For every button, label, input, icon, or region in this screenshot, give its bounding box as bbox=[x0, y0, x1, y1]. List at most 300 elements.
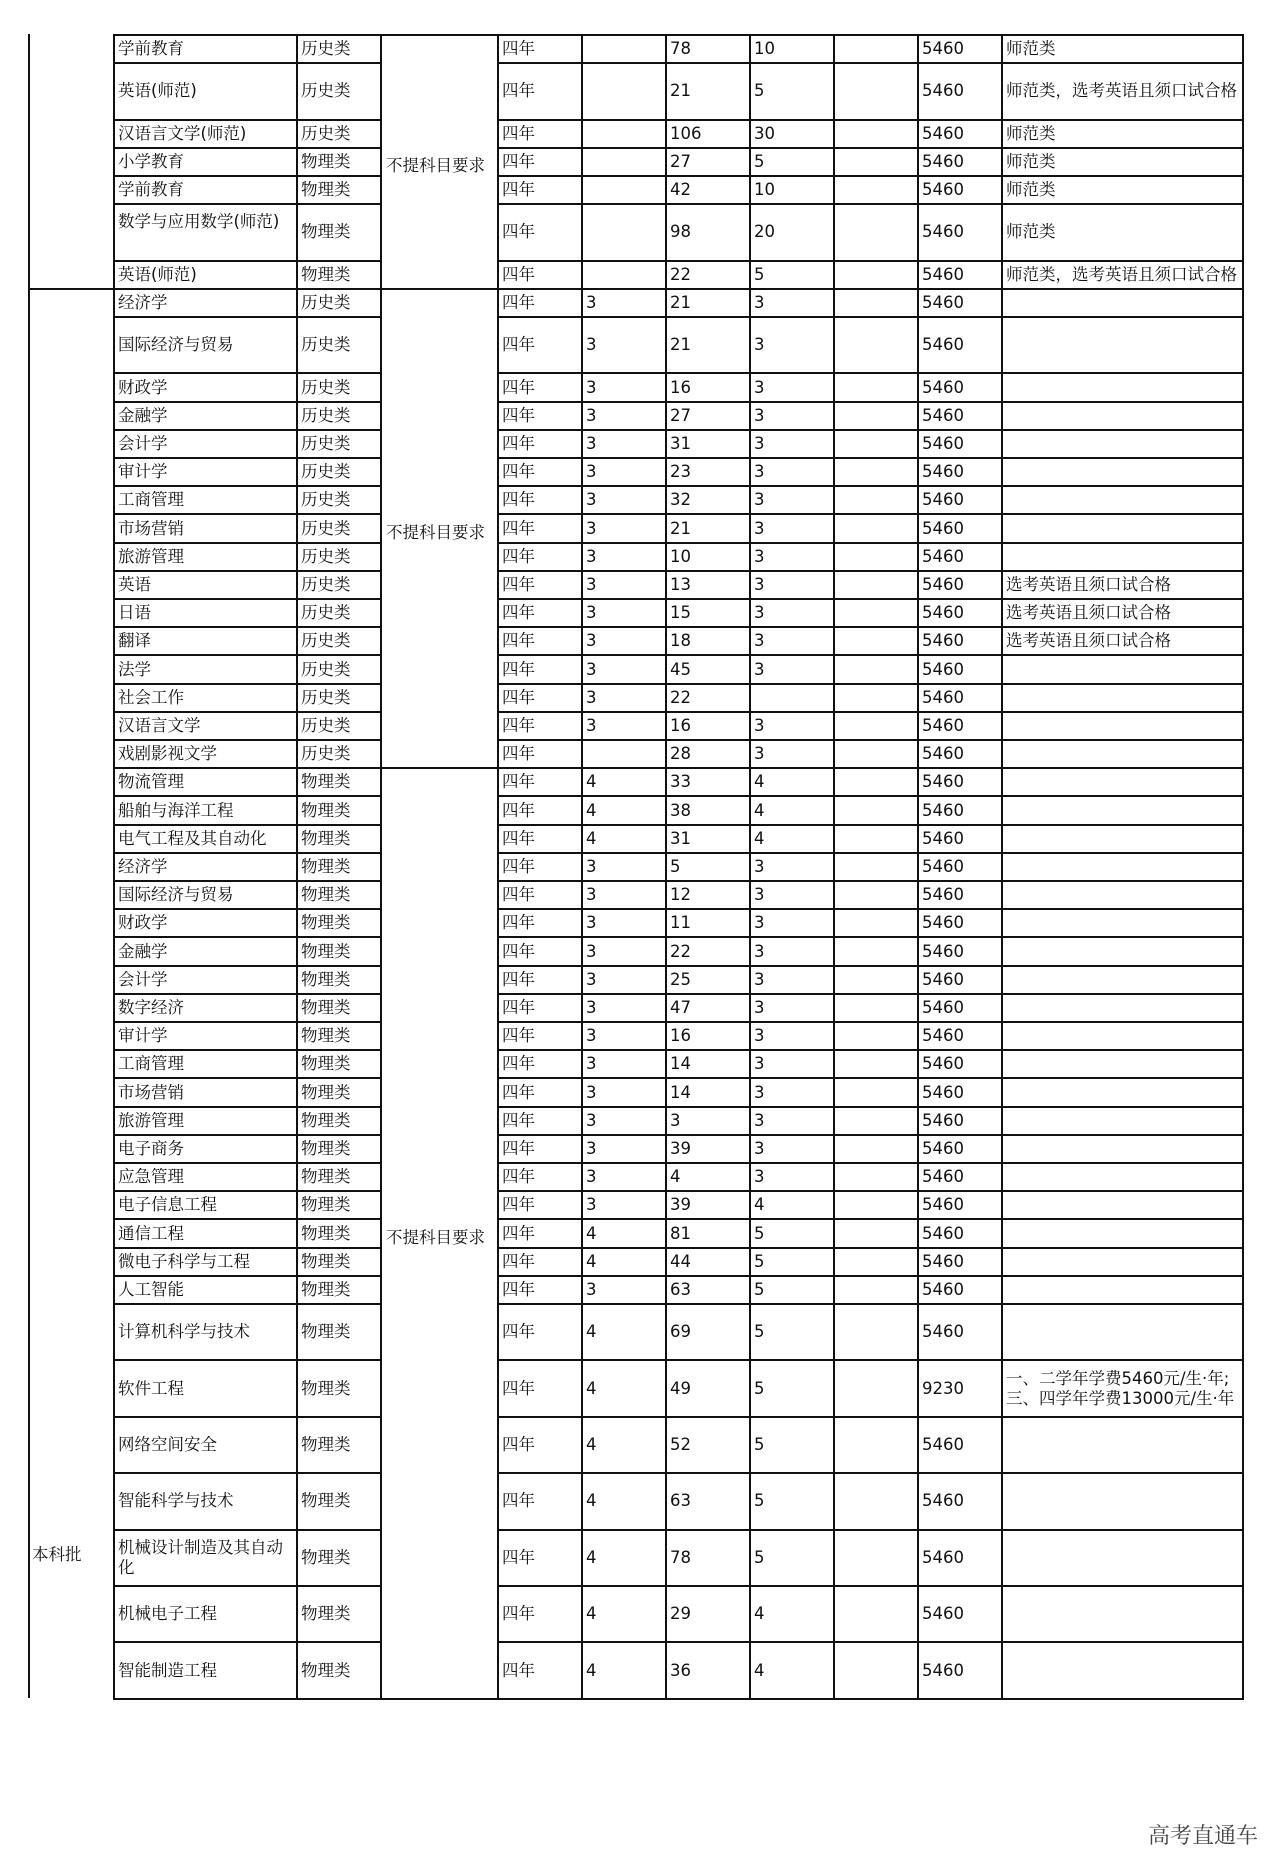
cell-b: 3 bbox=[754, 433, 765, 453]
cell-category: 物理类 bbox=[301, 1167, 351, 1187]
cell-duration: 四年 bbox=[502, 518, 535, 538]
cell-plan: 21 bbox=[670, 81, 691, 101]
cell-b: 3 bbox=[754, 885, 765, 905]
cell-b: 5 bbox=[754, 1279, 765, 1299]
cell-a: 4 bbox=[586, 1223, 597, 1243]
cell-a: 4 bbox=[586, 1604, 597, 1624]
cell-major: 市场营销 bbox=[118, 518, 184, 538]
cell-fee: 5460 bbox=[922, 856, 964, 876]
cell-plan: 3 bbox=[670, 1110, 681, 1130]
cell-duration: 四年 bbox=[502, 744, 535, 764]
cell-a: 3 bbox=[586, 335, 597, 355]
cell-duration: 四年 bbox=[502, 39, 535, 59]
row-divider bbox=[113, 1162, 1244, 1164]
cell-duration: 四年 bbox=[502, 405, 535, 425]
cell-major: 学前教育 bbox=[118, 39, 184, 59]
cell-fee: 5460 bbox=[922, 1054, 964, 1074]
cell-plan: 38 bbox=[670, 800, 691, 820]
cell-major: 机械设计制造及其自动化 bbox=[118, 1537, 283, 1577]
cell-b: 3 bbox=[754, 292, 765, 312]
cell-fee: 5460 bbox=[922, 518, 964, 538]
cell-major: 社会工作 bbox=[118, 687, 184, 707]
row-divider bbox=[113, 1218, 1244, 1220]
subject-requirement: 不提科目要求 bbox=[386, 522, 485, 542]
row-divider bbox=[113, 119, 1244, 121]
cell-fee: 5460 bbox=[922, 546, 964, 566]
cell-plan: 52 bbox=[670, 1435, 691, 1454]
cell-fee: 5460 bbox=[922, 1026, 964, 1046]
cell-duration: 四年 bbox=[502, 1138, 535, 1158]
cell-category: 物理类 bbox=[301, 997, 351, 1017]
row-divider bbox=[113, 485, 1244, 487]
cell-b: 3 bbox=[754, 659, 765, 679]
cell-a: 4 bbox=[586, 1251, 597, 1271]
cell-plan: 10 bbox=[670, 546, 691, 566]
cell-a: 4 bbox=[586, 828, 597, 848]
cell-plan: 45 bbox=[670, 659, 691, 679]
cell-b: 10 bbox=[754, 39, 775, 59]
cell-duration: 四年 bbox=[502, 1491, 535, 1511]
cell-major: 金融学 bbox=[118, 941, 168, 961]
cell-b: 3 bbox=[754, 997, 765, 1017]
cell-fee: 5460 bbox=[922, 433, 964, 453]
cell-category: 物理类 bbox=[301, 1223, 351, 1243]
cell-category: 物理类 bbox=[301, 800, 351, 820]
row-divider bbox=[113, 598, 1244, 600]
cell-category: 历史类 bbox=[301, 462, 351, 482]
cell-plan: 14 bbox=[670, 1054, 691, 1074]
cell-b: 4 bbox=[754, 1660, 765, 1680]
enrollment-table bbox=[28, 34, 1244, 1754]
cell-note: 师范类 bbox=[1006, 39, 1056, 59]
cell-plan: 32 bbox=[670, 490, 691, 510]
row-divider bbox=[113, 1190, 1244, 1192]
cell-b: 5 bbox=[754, 1491, 765, 1511]
cell-major: 小学教育 bbox=[118, 151, 184, 171]
subject-requirement: 不提科目要求 bbox=[386, 155, 485, 175]
cell-duration: 四年 bbox=[502, 1026, 535, 1046]
cell-a: 4 bbox=[586, 1435, 597, 1454]
cell-major: 汉语言文学 bbox=[118, 715, 201, 735]
cell-category: 物理类 bbox=[301, 913, 351, 933]
cell-category: 历史类 bbox=[301, 405, 351, 425]
cell-category: 物理类 bbox=[301, 1054, 351, 1074]
cell-a: 3 bbox=[586, 1195, 597, 1215]
cell-duration: 四年 bbox=[502, 800, 535, 820]
row-divider bbox=[113, 1134, 1244, 1136]
row-divider bbox=[113, 965, 1244, 967]
cell-duration: 四年 bbox=[502, 123, 535, 143]
cell-fee: 5460 bbox=[922, 913, 964, 933]
cell-duration: 四年 bbox=[502, 1435, 535, 1454]
cell-b: 3 bbox=[754, 335, 765, 355]
cell-plan: 42 bbox=[670, 180, 691, 200]
row-divider bbox=[113, 429, 1244, 431]
cell-major: 法学 bbox=[118, 659, 151, 679]
cell-duration: 四年 bbox=[502, 1195, 535, 1215]
cell-b: 5 bbox=[754, 81, 765, 101]
row-divider bbox=[28, 288, 1244, 290]
cell-major: 审计学 bbox=[118, 1026, 168, 1046]
cell-a: 3 bbox=[586, 1082, 597, 1102]
cell-major: 网络空间安全 bbox=[118, 1435, 217, 1454]
cell-duration: 四年 bbox=[502, 828, 535, 848]
cell-plan: 21 bbox=[670, 292, 691, 312]
cell-fee: 5460 bbox=[922, 828, 964, 848]
cell-a: 3 bbox=[586, 405, 597, 425]
cell-category: 历史类 bbox=[301, 490, 351, 510]
cell-fee: 5460 bbox=[922, 123, 964, 143]
cell-duration: 四年 bbox=[502, 1547, 535, 1567]
cell-b: 3 bbox=[754, 941, 765, 961]
cell-category: 历史类 bbox=[301, 631, 351, 651]
row-divider bbox=[113, 767, 1244, 769]
cell-duration: 四年 bbox=[502, 772, 535, 792]
cell-fee: 5460 bbox=[922, 490, 964, 510]
cell-b: 3 bbox=[754, 715, 765, 735]
cell-major: 英语(师范) bbox=[118, 264, 197, 284]
cell-b: 3 bbox=[754, 1054, 765, 1074]
cell-note: 一、二学年学费5460元/生·年;三、四学年学费13000元/生·年 bbox=[1006, 1368, 1235, 1408]
column-divider bbox=[113, 34, 115, 1698]
cell-b: 5 bbox=[754, 1378, 765, 1398]
row-divider bbox=[113, 34, 1244, 36]
cell-major: 日语 bbox=[118, 603, 151, 623]
cell-major: 财政学 bbox=[118, 377, 168, 397]
cell-major: 会计学 bbox=[118, 433, 168, 453]
column-divider bbox=[1242, 34, 1244, 1698]
cell-fee: 5460 bbox=[922, 1110, 964, 1130]
row-divider bbox=[113, 513, 1244, 515]
subject-requirement: 不提科目要求 bbox=[386, 1227, 485, 1247]
cell-fee: 5460 bbox=[922, 1491, 964, 1511]
cell-note: 师范类 bbox=[1006, 180, 1056, 200]
cell-b: 5 bbox=[754, 264, 765, 284]
row-divider bbox=[113, 824, 1244, 826]
cell-fee: 5460 bbox=[922, 1547, 964, 1567]
row-divider bbox=[113, 1416, 1244, 1418]
cell-a: 4 bbox=[586, 1491, 597, 1511]
cell-category: 物理类 bbox=[301, 222, 351, 242]
cell-a: 3 bbox=[586, 687, 597, 707]
cell-category: 物理类 bbox=[301, 1660, 351, 1680]
cell-a: 3 bbox=[586, 969, 597, 989]
cell-category: 历史类 bbox=[301, 433, 351, 453]
cell-major: 翻译 bbox=[118, 631, 151, 651]
cell-category: 物理类 bbox=[301, 856, 351, 876]
cell-b: 3 bbox=[754, 1167, 765, 1187]
cell-fee: 5460 bbox=[922, 1082, 964, 1102]
cell-b: 3 bbox=[754, 1138, 765, 1158]
cell-a: 4 bbox=[586, 1547, 597, 1567]
cell-b: 3 bbox=[754, 490, 765, 510]
cell-category: 历史类 bbox=[301, 603, 351, 623]
cell-a: 3 bbox=[586, 659, 597, 679]
cell-duration: 四年 bbox=[502, 462, 535, 482]
cell-major: 微电子科学与工程 bbox=[118, 1251, 250, 1271]
row-divider bbox=[113, 1529, 1244, 1531]
cell-fee: 5460 bbox=[922, 81, 964, 101]
cell-fee: 5460 bbox=[922, 335, 964, 355]
cell-major: 旅游管理 bbox=[118, 1110, 184, 1130]
cell-note: 选考英语且须口试合格 bbox=[1006, 574, 1171, 594]
cell-note: 师范类，选考英语且须口试合格 bbox=[1006, 264, 1237, 284]
cell-duration: 四年 bbox=[502, 377, 535, 397]
cell-a: 4 bbox=[586, 800, 597, 820]
cell-major: 电子商务 bbox=[118, 1138, 184, 1158]
cell-fee: 5460 bbox=[922, 800, 964, 820]
cell-fee: 5460 bbox=[922, 631, 964, 651]
row-divider bbox=[113, 147, 1244, 149]
row-divider bbox=[113, 1698, 1244, 1700]
row-divider bbox=[113, 654, 1244, 656]
cell-plan: 44 bbox=[670, 1251, 691, 1271]
cell-fee: 5460 bbox=[922, 264, 964, 284]
cell-fee: 5460 bbox=[922, 462, 964, 482]
cell-fee: 5460 bbox=[922, 1660, 964, 1680]
cell-plan: 69 bbox=[670, 1322, 691, 1342]
row-divider bbox=[113, 1106, 1244, 1108]
column-divider bbox=[581, 34, 583, 1698]
cell-plan: 16 bbox=[670, 715, 691, 735]
cell-a: 3 bbox=[586, 546, 597, 566]
row-divider bbox=[113, 1472, 1244, 1474]
cell-plan: 78 bbox=[670, 39, 691, 59]
cell-plan: 31 bbox=[670, 828, 691, 848]
cell-major: 人工智能 bbox=[118, 1279, 184, 1299]
cell-fee: 5460 bbox=[922, 1223, 964, 1243]
cell-plan: 63 bbox=[670, 1491, 691, 1511]
cell-plan: 33 bbox=[670, 772, 691, 792]
row-divider bbox=[113, 1021, 1244, 1023]
row-divider bbox=[113, 626, 1244, 628]
cell-major: 应急管理 bbox=[118, 1167, 184, 1187]
row-divider bbox=[113, 1077, 1244, 1079]
cell-major: 电气工程及其自动化 bbox=[118, 828, 267, 848]
cell-fee: 5460 bbox=[922, 772, 964, 792]
cell-major: 国际经济与贸易 bbox=[118, 885, 234, 905]
row-divider bbox=[113, 542, 1244, 544]
cell-duration: 四年 bbox=[502, 687, 535, 707]
cell-category: 历史类 bbox=[301, 377, 351, 397]
cell-fee: 5460 bbox=[922, 39, 964, 59]
column-divider bbox=[833, 34, 835, 1698]
cell-b: 5 bbox=[754, 1322, 765, 1342]
cell-category: 历史类 bbox=[301, 123, 351, 143]
row-divider bbox=[113, 880, 1244, 882]
cell-plan: 23 bbox=[670, 462, 691, 482]
cell-fee: 5460 bbox=[922, 744, 964, 764]
cell-b: 3 bbox=[754, 405, 765, 425]
cell-plan: 49 bbox=[670, 1378, 691, 1398]
cell-plan: 27 bbox=[670, 151, 691, 171]
cell-fee: 9230 bbox=[922, 1378, 964, 1398]
cell-plan: 47 bbox=[670, 997, 691, 1017]
cell-major: 金融学 bbox=[118, 405, 168, 425]
cell-plan: 11 bbox=[670, 913, 691, 933]
cell-category: 物理类 bbox=[301, 1138, 351, 1158]
cell-note: 师范类，选考英语且须口试合格 bbox=[1006, 81, 1237, 101]
merged-batch-cell bbox=[30, 290, 113, 1698]
cell-plan: 21 bbox=[670, 335, 691, 355]
cell-major: 戏剧影视文学 bbox=[118, 744, 217, 764]
cell-note: 选考英语且须口试合格 bbox=[1006, 631, 1171, 651]
cell-category: 历史类 bbox=[301, 335, 351, 355]
cell-a: 3 bbox=[586, 1167, 597, 1187]
cell-fee: 5460 bbox=[922, 969, 964, 989]
cell-major: 旅游管理 bbox=[118, 546, 184, 566]
cell-duration: 四年 bbox=[502, 631, 535, 651]
cell-b: 4 bbox=[754, 800, 765, 820]
cell-a: 4 bbox=[586, 772, 597, 792]
cell-duration: 四年 bbox=[502, 603, 535, 623]
cell-category: 物理类 bbox=[301, 1195, 351, 1215]
column-divider bbox=[1001, 34, 1003, 1698]
cell-a: 3 bbox=[586, 377, 597, 397]
cell-a: 3 bbox=[586, 631, 597, 651]
row-divider bbox=[113, 372, 1244, 374]
cell-a: 3 bbox=[586, 603, 597, 623]
cell-category: 历史类 bbox=[301, 292, 351, 312]
cell-major: 财政学 bbox=[118, 913, 168, 933]
row-divider bbox=[113, 683, 1244, 685]
row-divider bbox=[113, 62, 1244, 64]
cell-category: 历史类 bbox=[301, 39, 351, 59]
cell-duration: 四年 bbox=[502, 1110, 535, 1130]
cell-fee: 5460 bbox=[922, 405, 964, 425]
cell-b: 3 bbox=[754, 744, 765, 764]
cell-major: 经济学 bbox=[118, 856, 168, 876]
cell-b: 3 bbox=[754, 631, 765, 651]
cell-b: 3 bbox=[754, 377, 765, 397]
cell-b: 5 bbox=[754, 1251, 765, 1271]
cell-b: 30 bbox=[754, 123, 775, 143]
cell-plan: 81 bbox=[670, 1223, 691, 1243]
cell-plan: 21 bbox=[670, 518, 691, 538]
row-divider bbox=[113, 739, 1244, 741]
cell-duration: 四年 bbox=[502, 885, 535, 905]
cell-b: 3 bbox=[754, 1082, 765, 1102]
cell-plan: 27 bbox=[670, 405, 691, 425]
cell-fee: 5460 bbox=[922, 885, 964, 905]
cell-b: 3 bbox=[754, 546, 765, 566]
cell-category: 物理类 bbox=[301, 151, 351, 171]
cell-duration: 四年 bbox=[502, 1660, 535, 1680]
cell-a: 3 bbox=[586, 1279, 597, 1299]
cell-major: 计算机科学与技术 bbox=[118, 1322, 250, 1342]
cell-a: 4 bbox=[586, 1378, 597, 1398]
cell-duration: 四年 bbox=[502, 335, 535, 355]
cell-major: 审计学 bbox=[118, 462, 168, 482]
cell-b: 5 bbox=[754, 1223, 765, 1243]
cell-category: 物理类 bbox=[301, 1604, 351, 1624]
cell-b: 5 bbox=[754, 151, 765, 171]
cell-fee: 5460 bbox=[922, 292, 964, 312]
cell-a: 3 bbox=[586, 1138, 597, 1158]
row-divider bbox=[113, 1247, 1244, 1249]
cell-plan: 28 bbox=[670, 744, 691, 764]
cell-a: 3 bbox=[586, 462, 597, 482]
cell-fee: 5460 bbox=[922, 1322, 964, 1342]
cell-duration: 四年 bbox=[502, 997, 535, 1017]
cell-major: 会计学 bbox=[118, 969, 168, 989]
cell-plan: 22 bbox=[670, 941, 691, 961]
cell-major: 工商管理 bbox=[118, 1054, 184, 1074]
batch-label: 本科批 bbox=[32, 1545, 82, 1565]
cell-major: 机械电子工程 bbox=[118, 1604, 217, 1624]
cell-a: 3 bbox=[586, 856, 597, 876]
cell-a: 3 bbox=[586, 1026, 597, 1046]
cell-b: 3 bbox=[754, 462, 765, 482]
cell-fee: 5460 bbox=[922, 715, 964, 735]
cell-major: 电子信息工程 bbox=[118, 1195, 217, 1215]
cell-major: 工商管理 bbox=[118, 490, 184, 510]
cell-fee: 5460 bbox=[922, 222, 964, 242]
cell-major: 国际经济与贸易 bbox=[118, 335, 234, 355]
column-divider bbox=[665, 34, 667, 1698]
cell-major: 数字经济 bbox=[118, 997, 184, 1017]
cell-major: 市场营销 bbox=[118, 1082, 184, 1102]
cell-major: 学前教育 bbox=[118, 180, 184, 200]
cell-major: 船舶与海洋工程 bbox=[118, 800, 234, 820]
cell-plan: 36 bbox=[670, 1660, 691, 1680]
cell-plan: 16 bbox=[670, 1026, 691, 1046]
cell-major: 软件工程 bbox=[118, 1378, 184, 1398]
cell-fee: 5460 bbox=[922, 151, 964, 171]
cell-duration: 四年 bbox=[502, 1082, 535, 1102]
cell-plan: 39 bbox=[670, 1138, 691, 1158]
column-divider bbox=[497, 34, 499, 1698]
row-divider bbox=[113, 1275, 1244, 1277]
cell-fee: 5460 bbox=[922, 1138, 964, 1158]
cell-duration: 四年 bbox=[502, 715, 535, 735]
cell-duration: 四年 bbox=[502, 1279, 535, 1299]
row-divider bbox=[113, 852, 1244, 854]
cell-b: 3 bbox=[754, 603, 765, 623]
cell-b: 4 bbox=[754, 1195, 765, 1215]
cell-category: 物理类 bbox=[301, 180, 351, 200]
cell-category: 物理类 bbox=[301, 1110, 351, 1130]
cell-fee: 5460 bbox=[922, 574, 964, 594]
cell-a: 4 bbox=[586, 1660, 597, 1680]
cell-category: 历史类 bbox=[301, 546, 351, 566]
cell-plan: 106 bbox=[670, 123, 702, 143]
row-divider bbox=[113, 936, 1244, 938]
cell-duration: 四年 bbox=[502, 659, 535, 679]
watermark: 高考直通车 bbox=[1147, 1824, 1258, 1849]
cell-duration: 四年 bbox=[502, 941, 535, 961]
cell-a: 3 bbox=[586, 433, 597, 453]
cell-duration: 四年 bbox=[502, 1322, 535, 1342]
cell-category: 物理类 bbox=[301, 1322, 351, 1342]
cell-a: 3 bbox=[586, 574, 597, 594]
row-divider bbox=[113, 260, 1244, 262]
row-divider bbox=[113, 795, 1244, 797]
row-divider bbox=[113, 1641, 1244, 1643]
cell-b: 5 bbox=[754, 1547, 765, 1567]
cell-major: 英语(师范) bbox=[118, 81, 197, 101]
cell-duration: 四年 bbox=[502, 490, 535, 510]
cell-category: 历史类 bbox=[301, 574, 351, 594]
cell-major: 经济学 bbox=[118, 292, 168, 312]
cell-b: 3 bbox=[754, 574, 765, 594]
cell-duration: 四年 bbox=[502, 546, 535, 566]
cell-b: 5 bbox=[754, 1435, 765, 1454]
row-divider bbox=[113, 203, 1244, 205]
cell-b: 4 bbox=[754, 828, 765, 848]
cell-category: 物理类 bbox=[301, 772, 351, 792]
cell-fee: 5460 bbox=[922, 997, 964, 1017]
